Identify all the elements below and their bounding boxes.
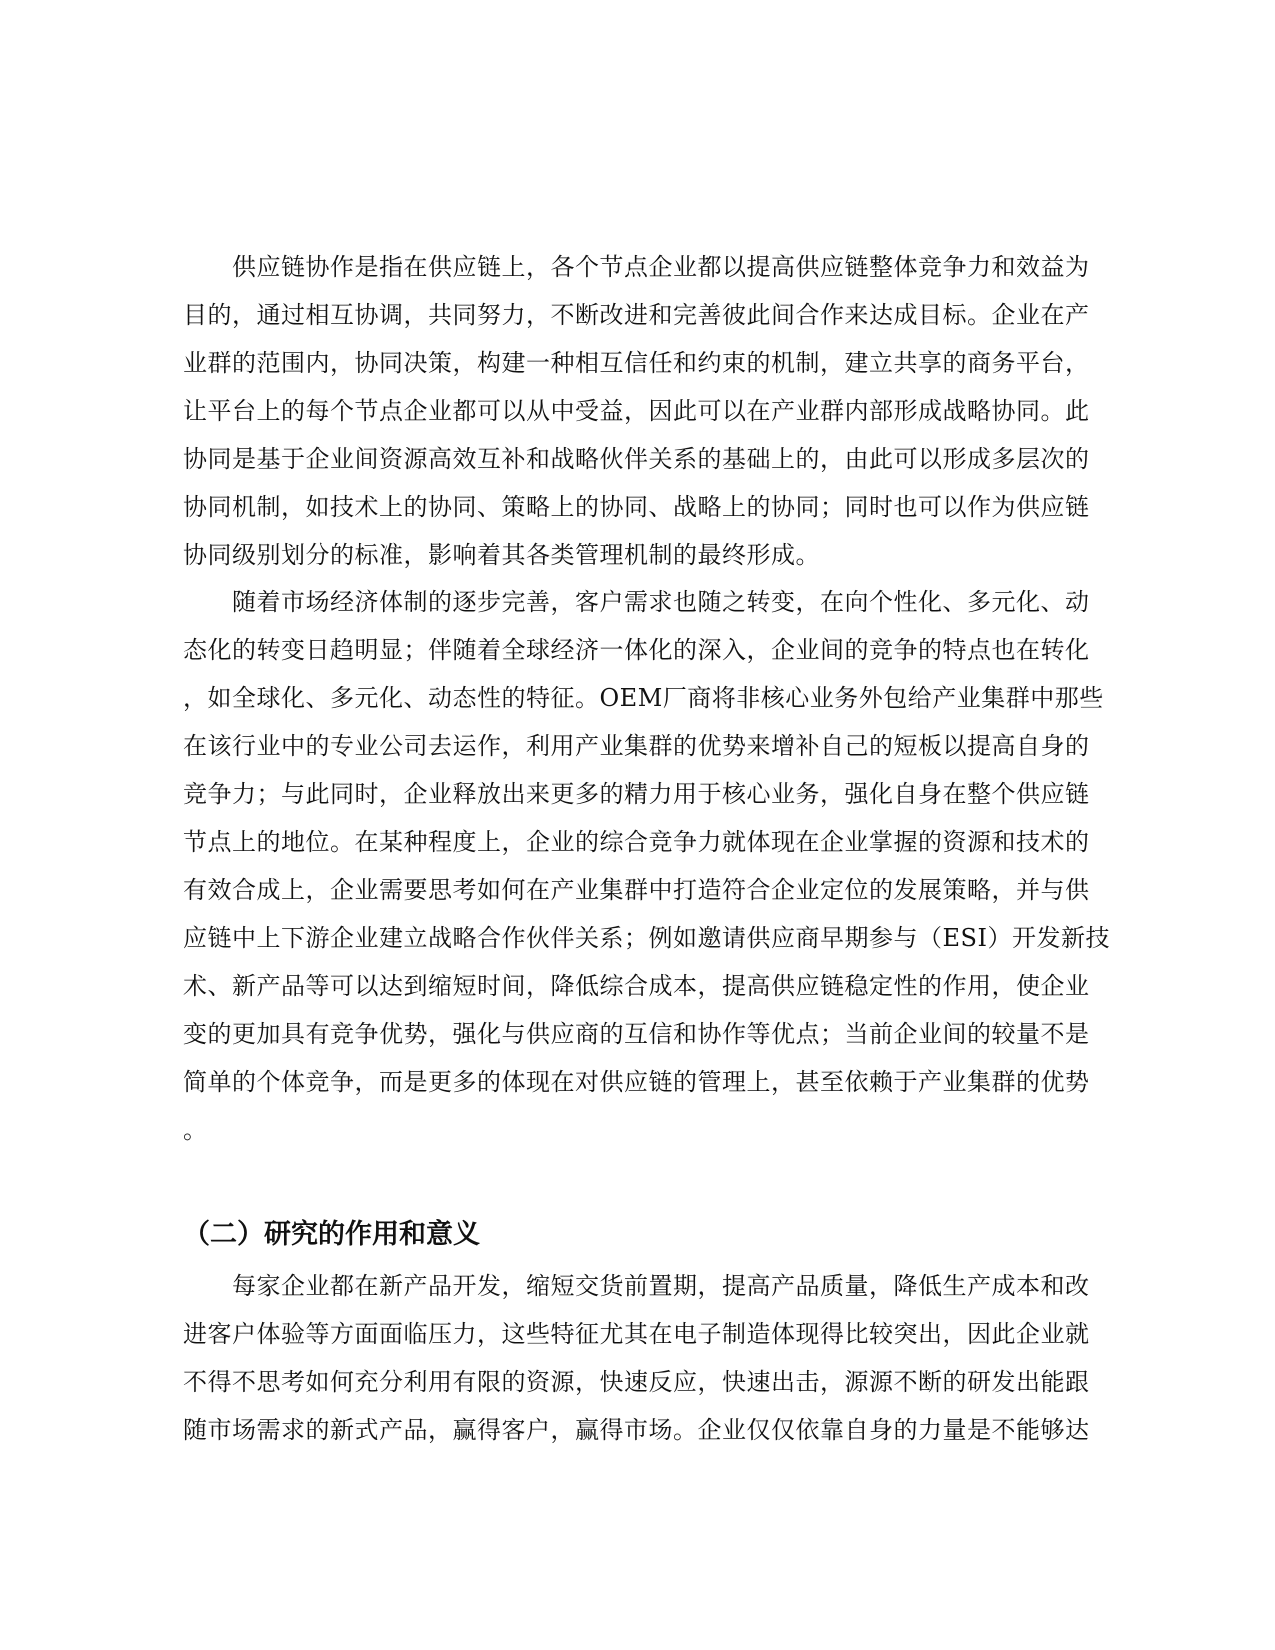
text-line: 变的更加具有竞争优势，强化与供应商的互信和协作等优点；当前企业间的较量不是 [183, 1020, 1090, 1048]
text-line: 术、新产品等可以达到缩短时间，降低综合成本，提高供应链稳定性的作用，使企业 [183, 972, 1090, 1000]
text-line: 。 [183, 1116, 208, 1144]
text-line: ，如全球化、多元化、动态性的特征。OEM厂商将非核心业务外包给产业集群中那些 [183, 684, 1104, 712]
text-line: 让平台上的每个节点企业都可以从中受益，因此可以在产业群内部形成战略协同。此 [183, 397, 1090, 425]
text-line: 供应链协作是指在供应链上，各个节点企业都以提高供应链整体竞争力和效益为 [232, 253, 1090, 281]
text-line: 应链中上下游企业建立战略合作伙伴关系；例如邀请供应商早期参与（ESI）开发新技 [183, 924, 1110, 952]
section-heading: （二）研究的作用和意义 [183, 1219, 480, 1250]
text-line: 竞争力；与此同时，企业释放出来更多的精力用于核心业务，强化自身在整个供应链 [183, 780, 1090, 808]
text-line [183, 1154, 1103, 1202]
text-line: 有效合成上，企业需要思考如何在产业集群中打造符合企业定位的发展策略，并与供 [183, 876, 1090, 904]
text-line: 在该行业中的专业公司去运作，利用产业集群的优势来增补自己的短板以提高自身的 [183, 732, 1090, 760]
paragraph-research-significance [183, 1262, 1103, 1454]
text-line: 态化的转变日趋明显；伴随着全球经济一体化的深入，企业间的竞争的特点也在转化 [183, 636, 1090, 664]
paragraph-supply-chain-collaboration [183, 243, 1103, 579]
text-line: 简单的个体竞争，而是更多的体现在对供应链的管理上，甚至依赖于产业集群的优势 [183, 1068, 1090, 1096]
text-line: 进客户体验等方面面临压力，这些特征尤其在电子制造体现得比较突出，因此企业就 [183, 1320, 1090, 1348]
text-line: 节点上的地位。在某种程度上，企业的综合竞争力就体现在企业掌握的资源和技术的 [183, 828, 1090, 856]
text-line: 协同级别划分的标准，影响着其各类管理机制的最终形成。 [183, 541, 820, 569]
text-line: 每家企业都在新产品开发，缩短交货前置期，提高产品质量，降低生产成本和改 [232, 1272, 1090, 1300]
text-line: 协同是基于企业间资源高效互补和战略伙伴关系的基础上的，由此可以形成多层次的 [183, 445, 1090, 473]
text-line: 业群的范围内，协同决策，构建一种相互信任和约束的机制，建立共享的商务平台， [183, 349, 1090, 377]
text-line: 不得不思考如何充分利用有限的资源，快速反应，快速出击，源源不断的研发出能跟 [183, 1368, 1090, 1396]
text-line: 目的，通过相互协调，共同努力，不断改进和完善彼此间合作来达成目标。企业在产 [183, 301, 1090, 329]
text-line: 协同机制，如技术上的协同、策略上的协同、战略上的协同；同时也可以作为供应链 [183, 493, 1090, 521]
text-line: 随着市场经济体制的逐步完善，客户需求也随之转变，在向个性化、多元化、动 [232, 588, 1090, 616]
text-line: 随市场需求的新式产品，赢得客户，赢得市场。企业仅仅依靠自身的力量是不能够达 [183, 1416, 1090, 1444]
paragraph-market-competition [183, 578, 1110, 1202]
